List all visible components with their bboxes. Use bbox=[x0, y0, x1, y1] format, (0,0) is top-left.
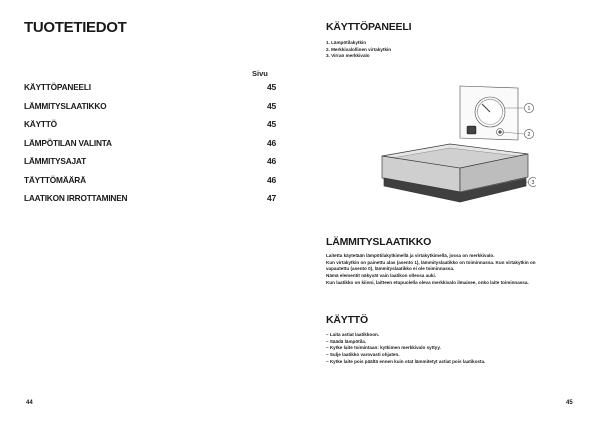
toc-entry[interactable] bbox=[24, 138, 276, 157]
usage-item: – Sulje laatikko varovasti ohjaten. bbox=[326, 352, 400, 358]
toc-entry-page: 46 bbox=[266, 174, 276, 185]
page-number-right: 45 bbox=[566, 400, 573, 406]
callout-1: 1 bbox=[527, 105, 531, 112]
usage-title: KÄYTTÖ bbox=[326, 314, 368, 326]
warming-drawer-text bbox=[326, 253, 536, 287]
control-panel-title: KÄYTTÖPANEELI bbox=[326, 21, 412, 33]
warming-drawer-line: Nämä elementit näkyvät vain laatikon ollessa auki. bbox=[326, 273, 437, 279]
warming-drawer-line: Kun virtakytkin on painettu alas (asento 1), lämmityslaatikko on toiminnassa. Kun virtakytkin on bbox=[326, 259, 536, 265]
control-panel-drawing bbox=[460, 86, 518, 140]
warming-drawer-illustration bbox=[378, 82, 536, 212]
table-of-contents bbox=[24, 82, 276, 212]
toc-entry-label: LÄMPÖTILAN VALINTA bbox=[24, 137, 112, 148]
usage-item: – Kytke laite toimintaan: kytkimen merkkivalo syttyy. bbox=[326, 345, 441, 351]
page-number-left: 44 bbox=[26, 400, 33, 406]
toc-entry-page: 45 bbox=[266, 119, 276, 129]
control-panel-item: 1. Lämpötilakytkin bbox=[326, 40, 367, 45]
toc-page-header: Sivu bbox=[252, 69, 268, 78]
toc-entry-label: LAATIKON IRROTTAMINEN bbox=[24, 193, 128, 203]
warming-drawer-line: Kun laatikko on kiinni, laitteen etupuolella oleva merkkivalo ilmaisee, onko laite toiminnassa. bbox=[326, 279, 529, 285]
toc-entry-page: 46 bbox=[266, 156, 276, 166]
control-panel-item: 3. Virran merkkivalo bbox=[326, 53, 370, 59]
drawer-drawing bbox=[382, 144, 528, 202]
toc-entry-page: 47 bbox=[266, 193, 276, 203]
toc-entry[interactable] bbox=[24, 82, 276, 101]
toc-entry-label: TÄYTTÖMÄÄRÄ bbox=[24, 174, 86, 185]
toc-entry-label: LÄMMITYSAJAT bbox=[24, 156, 86, 166]
warming-drawer-line: vapautettu (asento 0), lämmityslaatikko ei ole toiminnassa. bbox=[326, 266, 455, 272]
toc-entry-label: LÄMMITYSLAATIKKO bbox=[24, 100, 107, 111]
right-page bbox=[300, 0, 600, 423]
toc-entry[interactable] bbox=[24, 156, 276, 175]
toc-entry-page: 45 bbox=[266, 82, 276, 92]
toc-entry-page: 46 bbox=[266, 137, 276, 148]
usage-item: – Kytke laite pois päältä ennen kuin otat lämmitetyt astiat pois laatikosta. bbox=[326, 358, 486, 364]
callout-3: 3 bbox=[531, 179, 535, 186]
toc-entry-label: KÄYTTÖPANEELI bbox=[24, 82, 91, 92]
toc-entry-label: KÄYTTÖ bbox=[24, 119, 57, 129]
toc-entry[interactable] bbox=[24, 101, 276, 120]
callout-2: 2 bbox=[527, 131, 531, 138]
toc-entry-page: 45 bbox=[266, 100, 276, 111]
toc-entry[interactable] bbox=[24, 175, 276, 194]
control-panel-list bbox=[326, 40, 391, 60]
usage-item: – Säädä lämpötila. bbox=[326, 338, 367, 344]
toc-title: TUOTETIEDOT bbox=[24, 19, 127, 36]
toc-entry[interactable] bbox=[24, 119, 276, 138]
warming-drawer-line: Laitetta käytetään lämpötilakytkimellä ja virtakytkimellä, jossa on merkkivalo. bbox=[326, 253, 495, 258]
usage-list bbox=[326, 332, 485, 366]
usage-item: – Laita astiat laatikkoon. bbox=[326, 332, 380, 337]
toc-entry[interactable] bbox=[24, 193, 276, 212]
warming-drawer-title: LÄMMITYSLAATIKKO bbox=[326, 236, 432, 248]
control-panel-item: 2. Merkkivalollinen virtakytkin bbox=[326, 46, 392, 52]
